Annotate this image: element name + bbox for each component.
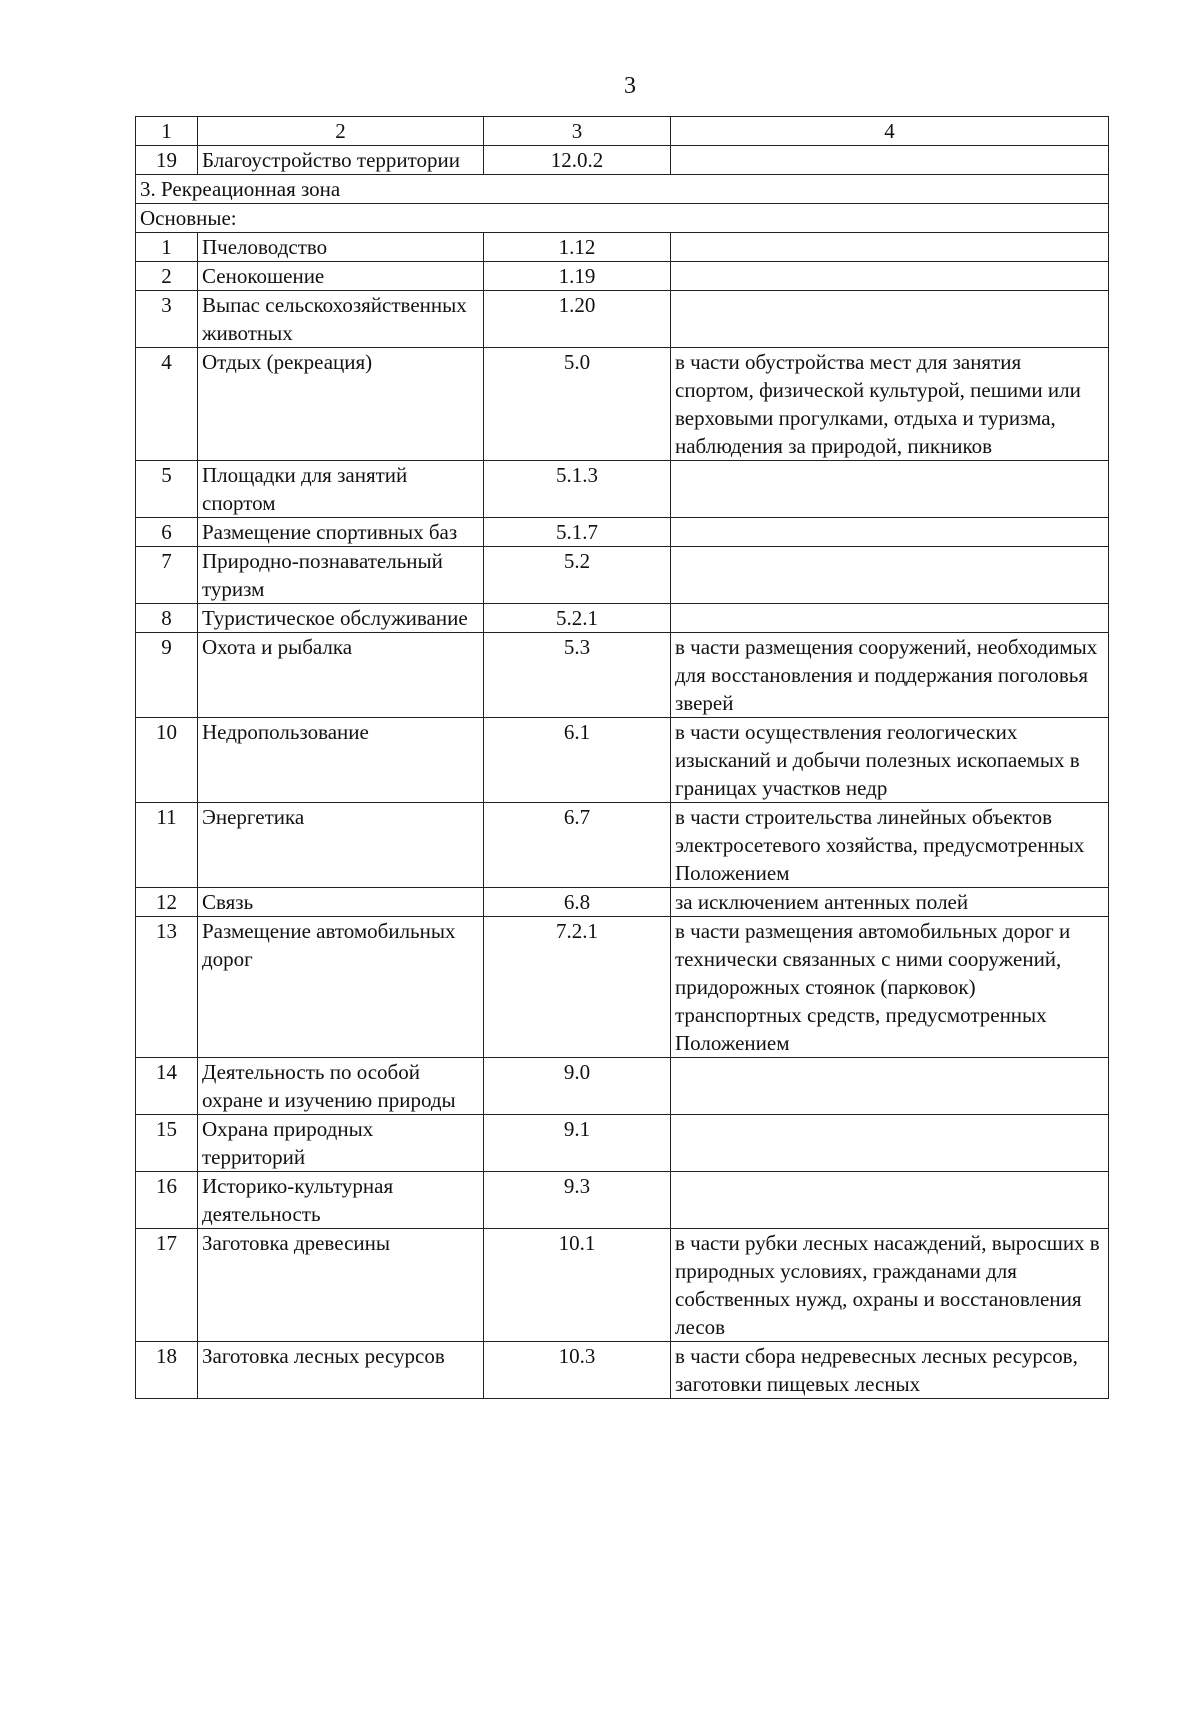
row-use-code: 10.3 <box>484 1342 671 1399</box>
row-note <box>671 604 1109 633</box>
zoning-table <box>135 116 1109 1399</box>
row-use-code: 7.2.1 <box>484 917 671 1058</box>
row-use-code: 5.3 <box>484 633 671 718</box>
row-use-code: 1.12 <box>484 233 671 262</box>
row-number: 11 <box>136 803 198 888</box>
row-use-code: 6.1 <box>484 718 671 803</box>
table-row <box>136 917 1109 1058</box>
row-note <box>671 1058 1109 1115</box>
row-use-code: 1.19 <box>484 262 671 291</box>
row-note: в части размещения автомобильных дорог и технически связанных с ними сооружений, придорожных стоянок (парковок) транспортных средств, предусмотренных Положением <box>671 917 1109 1058</box>
row-use-name: Туристическое обслуживание <box>198 604 484 633</box>
table-row <box>136 461 1109 518</box>
row-note: в части строительства линейных объектов электросетевого хозяйства, предусмотренных Положением <box>671 803 1109 888</box>
row-number: 10 <box>136 718 198 803</box>
table-row <box>136 146 1109 175</box>
row-number: 12 <box>136 888 198 917</box>
row-use-name: Размещение спортивных баз <box>198 518 484 547</box>
table-row <box>136 1058 1109 1115</box>
table-row <box>136 518 1109 547</box>
row-note: за исключением антенных полей <box>671 888 1109 917</box>
header-cell: 4 <box>671 117 1109 146</box>
row-use-code: 5.2 <box>484 547 671 604</box>
row-note <box>671 1115 1109 1172</box>
row-number: 14 <box>136 1058 198 1115</box>
row-note: в части размещения сооружений, необходимых для восстановления и поддержания поголовья зверей <box>671 633 1109 718</box>
row-note <box>671 233 1109 262</box>
row-note <box>671 461 1109 518</box>
table-row <box>136 633 1109 718</box>
row-use-name: Охота и рыбалка <box>198 633 484 718</box>
header-cell: 3 <box>484 117 671 146</box>
table-row <box>136 262 1109 291</box>
row-note: в части сбора недревесных лесных ресурсов, заготовки пищевых лесных <box>671 1342 1109 1399</box>
row-number: 19 <box>136 146 198 175</box>
row-use-name: Природно-познавательный туризм <box>198 547 484 604</box>
row-use-name: Историко-культурная деятельность <box>198 1172 484 1229</box>
table-row <box>136 547 1109 604</box>
row-number: 2 <box>136 262 198 291</box>
row-use-code: 9.1 <box>484 1115 671 1172</box>
row-note <box>671 146 1109 175</box>
table-row <box>136 291 1109 348</box>
row-number: 13 <box>136 917 198 1058</box>
row-note: в части осуществления геологических изысканий и добычи полезных ископаемых в границах участков недр <box>671 718 1109 803</box>
row-use-name: Размещение автомобильных дорог <box>198 917 484 1058</box>
row-use-name: Недропользование <box>198 718 484 803</box>
row-note <box>671 1172 1109 1229</box>
header-cell: 1 <box>136 117 198 146</box>
row-use-code: 9.3 <box>484 1172 671 1229</box>
row-use-code: 5.0 <box>484 348 671 461</box>
row-use-code: 12.0.2 <box>484 146 671 175</box>
row-note <box>671 518 1109 547</box>
row-use-name: Охрана природных территорий <box>198 1115 484 1172</box>
row-number: 8 <box>136 604 198 633</box>
table-row <box>136 1172 1109 1229</box>
table-row <box>136 233 1109 262</box>
row-number: 16 <box>136 1172 198 1229</box>
row-note <box>671 262 1109 291</box>
row-number: 18 <box>136 1342 198 1399</box>
row-use-name: Сенокошение <box>198 262 484 291</box>
row-use-name: Отдых (рекреация) <box>198 348 484 461</box>
row-use-name: Благоустройство территории <box>198 146 484 175</box>
row-use-name: Заготовка лесных ресурсов <box>198 1342 484 1399</box>
table-row <box>136 348 1109 461</box>
table-row <box>136 1229 1109 1342</box>
row-note: в части рубки лесных насаждений, выросших в природных условиях, гражданами для собственных нужд, охраны и восстановления лесов <box>671 1229 1109 1342</box>
row-use-code: 5.2.1 <box>484 604 671 633</box>
table-header-row <box>136 117 1109 146</box>
table-row <box>136 1342 1109 1399</box>
page-number: 3 <box>624 73 636 99</box>
section-title: Основные: <box>136 204 1109 233</box>
row-use-name: Пчеловодство <box>198 233 484 262</box>
row-number: 1 <box>136 233 198 262</box>
row-number: 3 <box>136 291 198 348</box>
row-number: 6 <box>136 518 198 547</box>
row-note: в части обустройства мест для занятия спортом, физической культурой, пешими или верховыми прогулками, отдыха и туризма, наблюдения за природой, пикников <box>671 348 1109 461</box>
row-number: 9 <box>136 633 198 718</box>
row-number: 4 <box>136 348 198 461</box>
row-use-name: Площадки для занятий спортом <box>198 461 484 518</box>
row-number: 15 <box>136 1115 198 1172</box>
row-number: 5 <box>136 461 198 518</box>
table-row <box>136 718 1109 803</box>
header-cell: 2 <box>198 117 484 146</box>
row-use-code: 6.7 <box>484 803 671 888</box>
row-use-name: Заготовка древесины <box>198 1229 484 1342</box>
table-row <box>136 1115 1109 1172</box>
table-row <box>136 604 1109 633</box>
row-use-code: 5.1.3 <box>484 461 671 518</box>
row-use-code: 9.0 <box>484 1058 671 1115</box>
row-use-name: Деятельность по особой охране и изучению природы <box>198 1058 484 1115</box>
row-use-code: 10.1 <box>484 1229 671 1342</box>
row-number: 7 <box>136 547 198 604</box>
section-title: 3. Рекреационная зона <box>136 175 1109 204</box>
section-row <box>136 204 1109 233</box>
row-number: 17 <box>136 1229 198 1342</box>
row-note <box>671 547 1109 604</box>
row-use-name: Энергетика <box>198 803 484 888</box>
section-row <box>136 175 1109 204</box>
table-row <box>136 888 1109 917</box>
row-note <box>671 291 1109 348</box>
row-use-name: Выпас сельскохозяйственных животных <box>198 291 484 348</box>
row-use-code: 1.20 <box>484 291 671 348</box>
row-use-code: 6.8 <box>484 888 671 917</box>
row-use-code: 5.1.7 <box>484 518 671 547</box>
row-use-name: Связь <box>198 888 484 917</box>
table-row <box>136 803 1109 888</box>
